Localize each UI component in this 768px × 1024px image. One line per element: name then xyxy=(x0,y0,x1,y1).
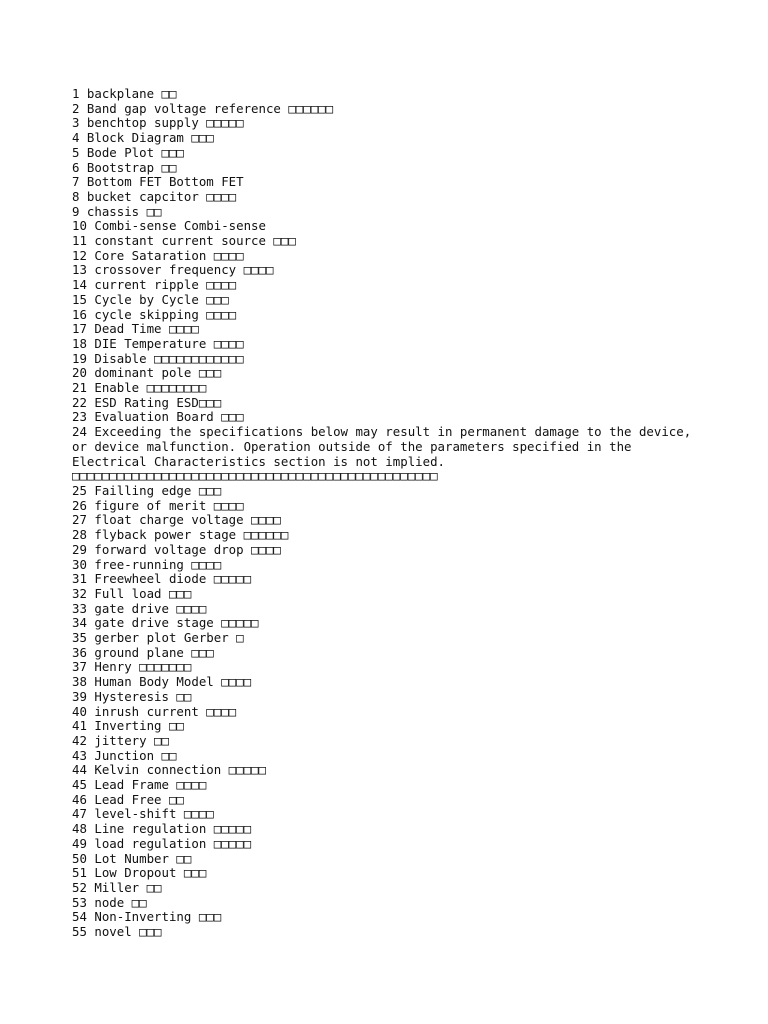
glossary-entry-14: 14 current ripple □□□□ xyxy=(72,277,237,293)
glossary-entry-34: 34 gate drive stage □□□□□ xyxy=(72,615,259,631)
glossary-list xyxy=(72,87,702,940)
glossary-entry-11: 11 constant current source □□□ xyxy=(72,233,296,249)
glossary-entry-40: 40 inrush current □□□□ xyxy=(72,703,237,719)
glossary-entry-22: 22 ESD Rating ESD□□□ xyxy=(72,394,222,410)
glossary-entry-44: 44 Kelvin connection □□□□□ xyxy=(72,762,266,778)
glossary-entry-43: 43 Junction □□ xyxy=(72,747,177,763)
glossary-entry-48: 48 Line regulation □□□□□ xyxy=(72,821,252,837)
glossary-entry-25: 25 Failling edge □□□ xyxy=(72,482,222,498)
glossary-entry-6: 6 Bootstrap □□ xyxy=(72,159,177,175)
glossary-entry-3: 3 benchtop supply □□□□□ xyxy=(72,115,244,131)
glossary-entry-4: 4 Block Diagram □□□ xyxy=(72,130,214,146)
glossary-entry-12: 12 Core Sataration □□□□ xyxy=(72,247,244,263)
glossary-entry-49: 49 load regulation □□□□□ xyxy=(72,835,252,851)
glossary-entry-51: 51 Low Dropout □□□ xyxy=(72,865,207,881)
glossary-entry-36: 36 ground plane □□□ xyxy=(72,644,214,660)
glossary-entry-1: 1 backplane □□ xyxy=(72,86,177,101)
glossary-entry-42: 42 jittery □□ xyxy=(72,732,169,748)
glossary-entry-20: 20 dominant pole □□□ xyxy=(72,365,222,381)
glossary-entry-46: 46 Lead Free □□ xyxy=(72,791,184,807)
glossary-entry-31: 31 Freewheel diode □□□□□ xyxy=(72,571,252,587)
glossary-entry-10: 10 Combi-sense Combi-sense xyxy=(72,218,266,234)
glossary-entry-30: 30 free-running □□□□ xyxy=(72,556,222,572)
glossary-entry-23: 23 Evaluation Board □□□ xyxy=(72,409,244,425)
glossary-entry-29: 29 forward voltage drop □□□□ xyxy=(72,541,281,557)
glossary-entry-24: 24 Exceeding the specifications below may result in permanent damage to the device, or device malfunction. Operation outside of the parameters specified in the Electrical Characteristics section is not implied. □□□□□□□□□□□□□□□□□□□□□□□□□□□□□□□□□□□□□□□□□□□□□□□□□ xyxy=(72,424,699,484)
glossary-entry-8: 8 bucket capcitor □□□□ xyxy=(72,188,237,204)
glossary-entry-15: 15 Cycle by Cycle □□□ xyxy=(72,291,229,307)
glossary-entry-37: 37 Henry □□□□□□□ xyxy=(72,659,192,675)
glossary-entry-17: 17 Dead Time □□□□ xyxy=(72,321,199,337)
glossary-entry-47: 47 level-shift □□□□ xyxy=(72,806,214,822)
glossary-entry-50: 50 Lot Number □□ xyxy=(72,850,192,866)
glossary-entry-21: 21 Enable □□□□□□□□ xyxy=(72,380,207,396)
glossary-entry-16: 16 cycle skipping □□□□ xyxy=(72,306,237,322)
glossary-entry-41: 41 Inverting □□ xyxy=(72,718,184,734)
glossary-entry-19: 19 Disable □□□□□□□□□□□□ xyxy=(72,350,244,366)
glossary-entry-52: 52 Miller □□ xyxy=(72,879,162,895)
glossary-entry-32: 32 Full load □□□ xyxy=(72,585,192,601)
glossary-entry-5: 5 Bode Plot □□□ xyxy=(72,144,184,160)
glossary-entry-27: 27 float charge voltage □□□□ xyxy=(72,512,281,528)
glossary-entry-53: 53 node □□ xyxy=(72,894,147,910)
glossary-entry-18: 18 DIE Temperature □□□□ xyxy=(72,335,244,351)
glossary-entry-38: 38 Human Body Model □□□□ xyxy=(72,674,252,690)
glossary-entry-7: 7 Bottom FET Bottom FET xyxy=(72,174,244,190)
glossary-entry-9: 9 chassis □□ xyxy=(72,203,162,219)
glossary-entry-45: 45 Lead Frame □□□□ xyxy=(72,777,207,793)
glossary-entry-2: 2 Band gap voltage reference □□□□□□ xyxy=(72,100,334,116)
glossary-entry-39: 39 Hysteresis □□ xyxy=(72,688,192,704)
glossary-entry-35: 35 gerber plot Gerber □ xyxy=(72,630,244,646)
glossary-entry-26: 26 figure of merit □□□□ xyxy=(72,497,244,513)
glossary-entry-54: 54 Non-Inverting □□□ xyxy=(72,909,222,925)
glossary-entry-55: 55 novel □□□ xyxy=(72,924,162,940)
glossary-entry-28: 28 flyback power stage □□□□□□ xyxy=(72,527,289,543)
glossary-entry-33: 33 gate drive □□□□ xyxy=(72,600,207,616)
glossary-entry-13: 13 crossover frequency □□□□ xyxy=(72,262,274,278)
